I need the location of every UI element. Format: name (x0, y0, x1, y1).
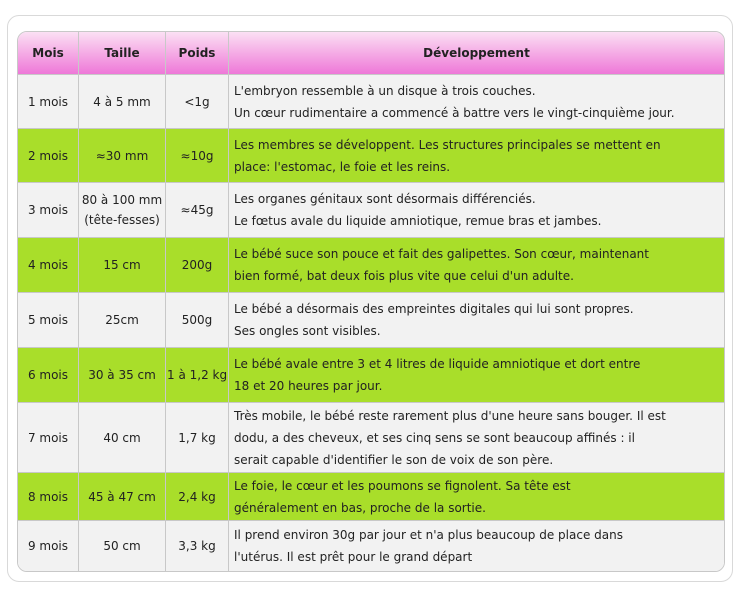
cell-mois: 9 mois (18, 521, 79, 571)
dev-line: Un cœur rudimentaire a commencé à battre vers le vingt-cinquième jour. (234, 105, 675, 120)
cell-taille: 45 à 47 cm (79, 473, 166, 521)
cell-poids: ≈10g (166, 129, 229, 183)
cell-poids: 1 à 1,2 kg (166, 348, 229, 403)
table-row (18, 238, 724, 293)
cell-taille (79, 183, 166, 238)
cell-taille: 25cm (79, 293, 166, 348)
cell-taille: 30 à 35 cm (79, 348, 166, 403)
cell-developpement (229, 473, 724, 521)
dev-line: dodu, a des cheveux, et ses cinq sens se sont beaucoup affinés : il (234, 430, 635, 445)
table-row (18, 473, 724, 521)
dev-line: Il prend environ 30g par jour et n'a plus beaucoup de place dans (234, 528, 623, 542)
cell-mois: 6 mois (18, 348, 79, 403)
cell-poids: ≈45g (166, 183, 229, 238)
cell-poids: 2,4 kg (166, 473, 229, 521)
dev-line: Le bébé avale entre 3 et 4 litres de liquide amniotique et dort entre (234, 357, 641, 371)
cell-poids: 1,7 kg (166, 403, 229, 473)
cell-poids: 3,3 kg (166, 521, 229, 571)
cell-developpement (229, 75, 724, 129)
dev-line: l'utérus. Il est prêt pour le grand départ (234, 550, 473, 564)
cell-taille: ≈30 mm (79, 129, 166, 183)
header-developpement: Développement (229, 32, 724, 75)
table-row (18, 521, 724, 571)
cell-mois: 2 mois (18, 129, 79, 183)
dev-line: 18 et 20 heures par jour. (234, 379, 383, 393)
cell-developpement (229, 293, 724, 348)
cell-taille: 50 cm (79, 521, 166, 571)
table-row (18, 403, 724, 473)
dev-line: place: l'estomac, le foie et les reins. (234, 159, 451, 174)
dev-line: Le fœtus avale du liquide amniotique, remue bras et jambes. (234, 214, 602, 228)
dev-line: Le bébé suce son pouce et fait des galipettes. Son cœur, maintenant (234, 247, 649, 261)
dev-line: généralement en bas, proche de la sortie. (234, 500, 486, 515)
header-poids: Poids (166, 32, 229, 75)
header-row (18, 32, 724, 75)
cell-developpement (229, 129, 724, 183)
cell-developpement (229, 521, 724, 571)
dev-line: Le bébé a désormais des empreintes digitales qui lui sont propres. (234, 302, 634, 316)
table-row (18, 348, 724, 403)
dev-line: Ses ongles sont visibles. (234, 324, 381, 338)
cell-taille: 4 à 5 mm (79, 75, 166, 129)
dev-line: bien formé, bat deux fois plus vite que celui d'un adulte. (234, 269, 574, 283)
cell-poids: 200g (166, 238, 229, 293)
cell-mois: 8 mois (18, 473, 79, 521)
header-mois: Mois (18, 32, 79, 75)
cell-taille: 15 cm (79, 238, 166, 293)
header-taille: Taille (79, 32, 166, 75)
cell-poids: 500g (166, 293, 229, 348)
cell-developpement (229, 238, 724, 293)
dev-line: L'embryon ressemble à un disque à trois couches. (234, 83, 536, 98)
cell-developpement (229, 183, 724, 238)
table-row (18, 293, 724, 348)
dev-line: Les membres se développent. Les structures principales se mettent en (234, 137, 661, 152)
cell-developpement (229, 403, 724, 473)
cell-mois: 5 mois (18, 293, 79, 348)
table-row (18, 183, 724, 238)
development-table (17, 31, 725, 572)
cell-mois: 3 mois (18, 183, 79, 238)
dev-line: serait capable d'identifier le son de voix de son père. (234, 452, 554, 467)
cell-mois: 1 mois (18, 75, 79, 129)
dev-line: Très mobile, le bébé reste rarement plus d'une heure sans bouger. Il est (234, 408, 666, 423)
taille-value: 80 à 100 mm (81, 193, 163, 207)
cell-poids: <1g (166, 75, 229, 129)
dev-line: Les organes génitaux sont désormais différenciés. (234, 192, 536, 206)
cell-taille: 40 cm (79, 403, 166, 473)
cell-mois: 4 mois (18, 238, 79, 293)
table-row (18, 129, 724, 183)
table-row (18, 75, 724, 129)
taille-note: (tête-fesses) (84, 213, 160, 227)
cell-developpement (229, 348, 724, 403)
dev-line: Le foie, le cœur et les poumons se fignolent. Sa tête est (234, 478, 571, 493)
cell-mois: 7 mois (18, 403, 79, 473)
